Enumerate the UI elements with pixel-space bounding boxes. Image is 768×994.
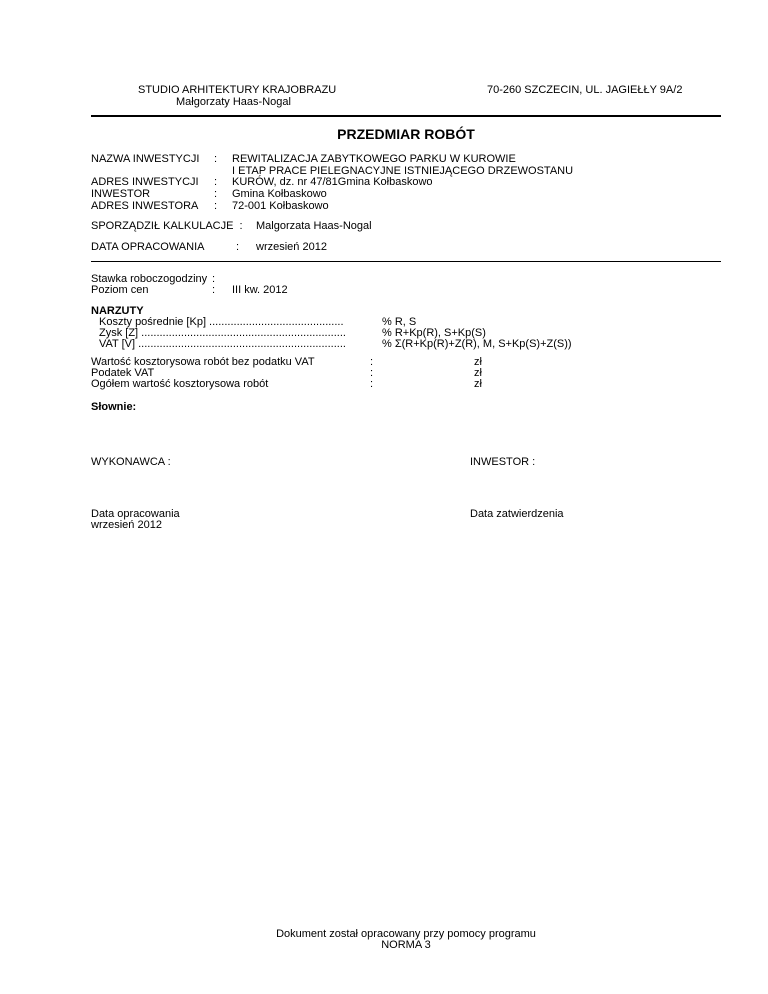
studio-owner: Małgorzaty Haas-Nogal [176,96,291,108]
narzuty-heading: NARZUTY [91,305,144,317]
colon: : [214,153,218,165]
contractor-label: WYKONAWCA : [91,456,171,468]
prep-date-value: wrzesień 2012 [91,519,162,531]
net-value-label: Wartość kosztorysowa robót bez podatku VAT [91,356,315,368]
investor-address-value: 72-001 Kołbaskowo [232,200,329,212]
investment-address-label: ADRES INWESTYCJI [91,176,199,188]
investor-label: INWESTOR [91,188,151,200]
colon: : [214,176,218,188]
section-divider [91,261,721,262]
footer-line-1: Dokument został opracowany przy pomocy programu [276,928,536,940]
kp-label: Koszty pośrednie [Kp] ............................................ [99,316,344,328]
colon: : [370,356,374,368]
investor-signature-label: INWESTOR : [470,456,536,468]
prep-date-label: Data opracowania [91,508,180,520]
investor-value: Gmina Kołbaskowo [232,188,327,200]
studio-name: STUDIO ARHITEKTURY KRAJOBRAZU [138,84,337,96]
colon: : [212,273,216,285]
currency: zł [474,356,482,368]
z-percent: % R+Kp(R), S+Kp(S) [382,327,486,339]
colon: : [214,200,218,212]
price-level-value: III kw. 2012 [232,284,288,296]
price-level-label: Poziom cen [91,284,149,296]
z-label: Zysk [Z] ................................................................... [99,327,346,339]
investment-name-label: NAZWA INWESTYCJI [91,153,200,165]
studio-address: 70-260 SZCZECIN, UL. JAGIEŁŁY 9A/2 [487,84,683,96]
page-title: PRZEDMIAR ROBÓT [337,126,475,142]
slownie-label: Słownie: [91,401,137,413]
colon: : [370,367,374,379]
hourly-rate-label: Stawka roboczogodziny [91,273,208,285]
date-value: wrzesień 2012 [256,241,327,253]
footer-line-2: NORMA 3 [381,939,431,951]
vat-percent: % Σ(R+Kp(R)+Z(R), M, S+Kp(S)+Z(S)) [382,338,572,350]
calc-author-value: Malgorzata Haas-Nogal [256,220,372,232]
colon: : [212,284,216,296]
investment-address-value: KURÓW, dz. nr 47/81Gmina Kołbaskowo [232,176,433,188]
vat-tax-label: Podatek VAT [91,367,155,379]
currency: zł [474,367,482,379]
investment-name-value-2: I ETAP PRACE PIELEGNACYJNE ISTNIEJĄCEGO DRZEWOSTANU [232,165,574,177]
colon: : [236,241,240,253]
calc-author-label: SPORZĄDZIŁ KALKULACJE : [91,220,243,232]
header-divider [91,115,721,117]
kp-percent: % R, S [382,316,417,328]
vat-label: VAT [V] .................................................................... [99,338,346,350]
approval-date-label: Data zatwierdzenia [470,508,564,520]
date-label: DATA OPRACOWANIA [91,241,205,253]
colon: : [214,188,218,200]
gross-value-label: Ogółem wartość kosztorysowa robót [91,378,269,390]
currency: zł [474,378,482,390]
colon: : [370,378,374,390]
investment-name-value: REWITALIZACJA ZABYTKOWEGO PARKU W KUROWIE [232,153,516,165]
investor-address-label: ADRES INWESTORA [91,200,199,212]
